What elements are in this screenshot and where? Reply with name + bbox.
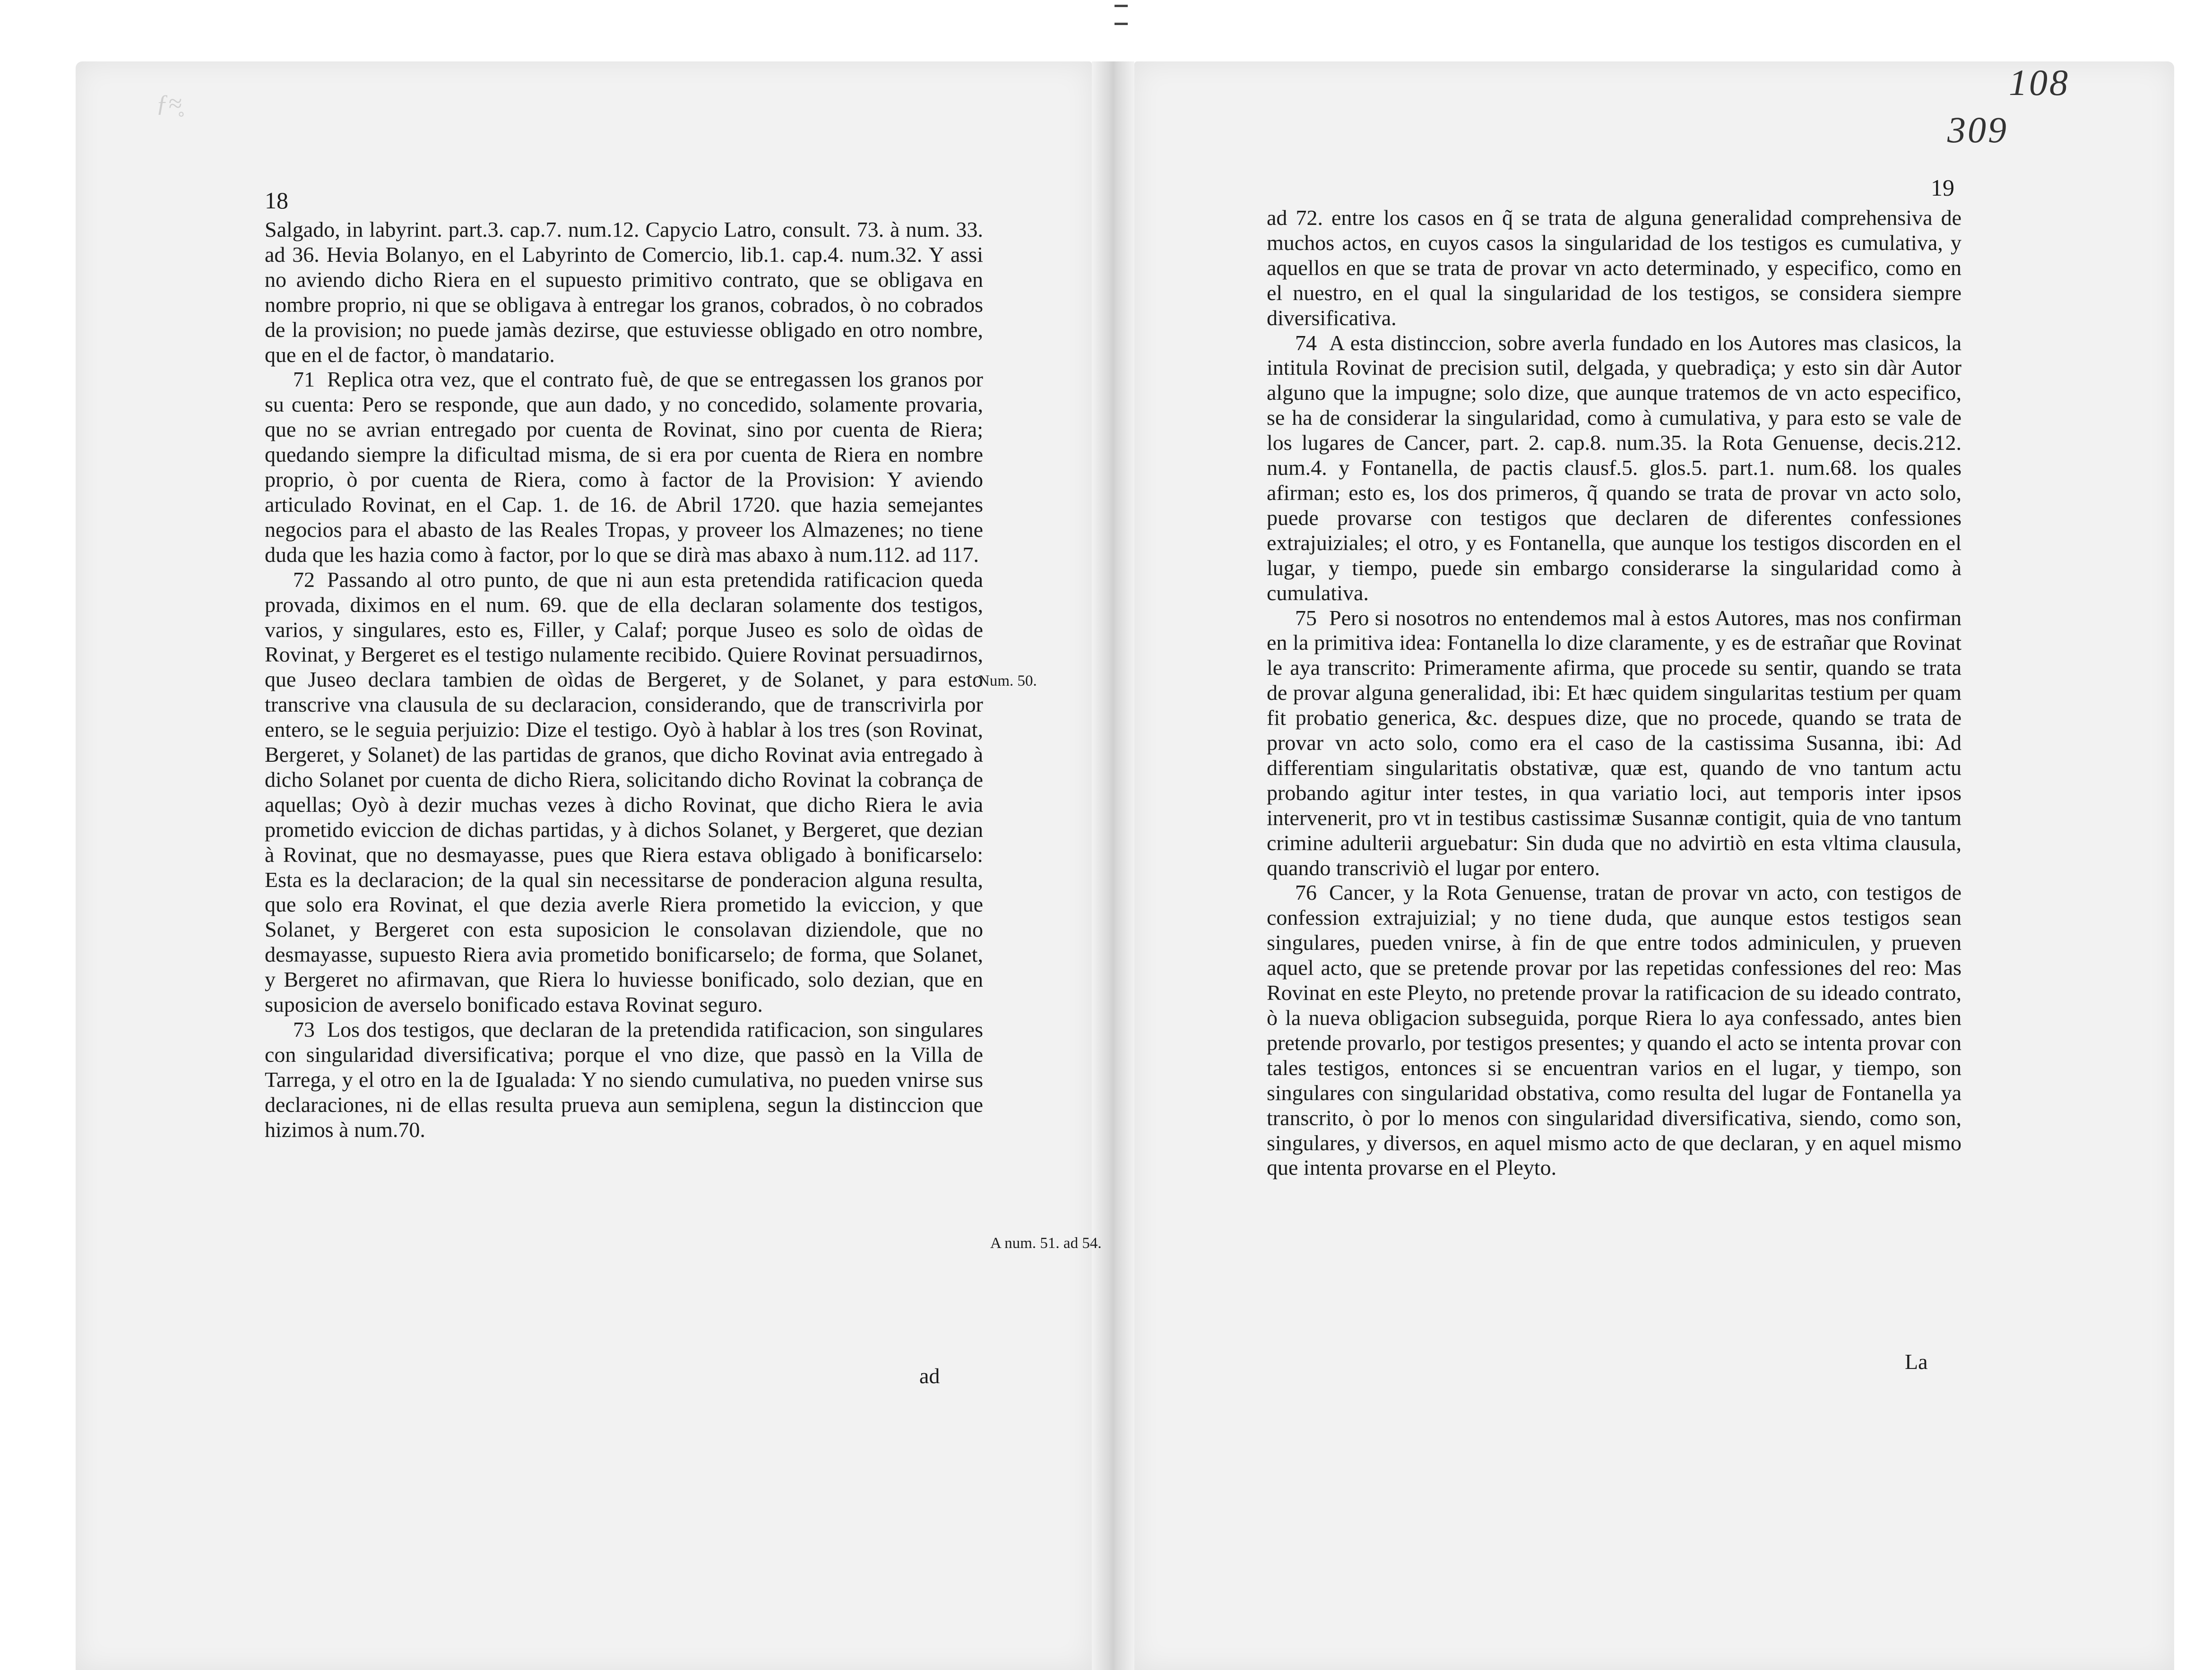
handwritten-folio-number: 108 <box>2009 62 2070 103</box>
paragraph <box>265 367 983 567</box>
margin-note: A num. 51. ad 54. <box>990 1235 1102 1252</box>
paragraph-text: ad 72. entre los casos en q̃ se trata de alguna generalidad comprehensiva de muchos actos, en cuyos casos la singularidad de los testigos es cumulativa, y aquellos en que se trata de provar vn acto determinado, y especifico, como en el nuestro, en el qual la singularidad de los testigos, se considera siempre diversificativa. <box>1267 206 1961 330</box>
left-page-text <box>265 217 983 1143</box>
margin-note: Num. 50. <box>978 672 1037 689</box>
bleed-through-mark: ƒ≈̥ <box>156 90 182 117</box>
paragraph-number: 72 <box>293 567 315 592</box>
paragraph <box>1267 206 1961 331</box>
paragraph-text: Replica otra vez, que el contrato fuè, de que se entregassen los granos por su cuenta: Pero se responde, que aun dado, y no concedido, solamente provaria, que no se avrian entregado por cuenta de Rovinat, sino por cuenta de Riera; quedando siempre la dificultad misma, de si era por cuenta de Riera en nombre proprio, ò por cuenta de Riera, como à factor de la Provision: Y aviendo articulado Rovinat, en el Cap. 1. de 16. de Abril 1720. que hazia semejantes negocios para el abasto de las Reales Tropas, y proveer los Almazenes; no tiene duda que les hazia como à factor, por lo que se dirà mas abaxo à num.112. ad 117. <box>265 367 983 567</box>
paragraph <box>265 568 983 1017</box>
paragraph-text: Pero si nosotros no entendemos mal à estos Autores, mas nos confirman en la primitiva idea: Fontanella lo dize claramente, y es de estrañar que Rovinat le aya transcrito: Primeramente afirma, que procede su sentir, quando se trata de provar alguna generalidad, ibi: Et hæc quidem singularitas testium per quam fit probatio generica, &c. despues dize, que no procede, quando se trata de provar vn acto solo, como era el caso de la castissima Susanna, ibi: Ad differentiam singularitatis obstativæ, quæ est, quando de vno tantum actu probando agitur inter testes, in qua variatio loci, aut temporis inter ipsos intervenerit, pro vt in testibus castissimæ Susannæ contigit, quia de vno tantum crimine adulterii arguebatur: Sin duda que no advirtiò en esta vltima clausula, quando transcriviò el lugar por entero. <box>1267 605 1961 880</box>
paragraph <box>265 1017 983 1143</box>
catchword: La <box>1905 1350 1928 1374</box>
paragraph <box>1267 880 1961 1180</box>
catchword: ad <box>919 1364 940 1388</box>
paragraph-number: 74 <box>1295 330 1317 355</box>
page-number-left: 18 <box>265 187 288 214</box>
paragraph <box>265 217 983 367</box>
paragraph-number: 71 <box>293 367 315 392</box>
paragraph <box>1267 606 1961 881</box>
paragraph-text: Cancer, y la Rota Genuense, tratan de provar vn acto, con testigos de confession extrajuizial; y no tiene duda, que aunque estos testigos sean singulares, pueden vnirse, à fin de que entre todos adminiculen, y prueven aquel acto, que se pretende provar por las repetidas confessiones del reo: Mas Rovinat en este Pleyto, no pretende provar la ratificacion de su ideado contrato, ò la nueva obligacion subseguida, porque Riera lo aya confessado, antes bien pretende provarlo, por testigos presentes; y quando el acto se intenta provar con tales testigos, entonces si se encuentran varios en el lugar, y tiempo, son singulares con singularidad obstativa, como resulta del lugar de Fontanella ya transcrito, ò por lo menos con singularidad diversificativa, siendo, como son, singulares, y diversos, en aquel mismo acto de que declaran, y en aquel mismo que intenta provarse en el Pleyto. <box>1267 880 1961 1180</box>
paragraph-text: A esta distinccion, sobre averla fundado en los Autores mas clasicos, la intitula Rovinat de precision sutil, delgada, y quebradiça; y esto sin dàr Autor alguno que la impugne; solo dize, que aunque tratemos de vn acto especifico, se ha de considerar la singularidad, como à cumulativa, y para esto se vale de los lugares de Cancer, part. 2. cap.8. num.35. la Rota Genuense, decis.212. num.4. y Fontanella, de pactis clausf.5. glos.5. part.1. num.68. los quales afirman; esto es, los dos primeros, q̃ quando se trata de provar vn acto solo, puede provarse con testigos que declaren de diferentes confessiones extrajuiziales; el otro, y es Fontanella, que aunque los testigos discorden en el lugar, y tiempo, puede sin embargo considerarse la singularidad como à cumulativa. <box>1267 330 1961 605</box>
paragraph-number: 76 <box>1295 880 1317 905</box>
paragraph-text: Salgado, in labyrint. part.3. cap.7. num.12. Capycio Latro, consult. 73. à num. 33. ad 36. Hevia Bolanyo, en el Labyrinto de Comercio, lib.1. cap.4. num.32. Y assi no aviendo dicho Riera en el supuesto primitivo contrato, que se obligava en nombre proprio, ni que se obligava à entregar los granos, cobrados, ò no cobrados de la provision; no puede jamàs dezirse, que estuviesse obligado en otro nombre, que en el de factor, ò mandatario. <box>265 217 983 367</box>
top-edge-mark <box>1115 5 1128 7</box>
page-number-right: 19 <box>1931 174 1954 201</box>
paragraph-number: 75 <box>1295 605 1317 630</box>
paragraph-text: Passando al otro punto, de que ni aun esta pretendida ratificacion queda provada, diximos en el num. 69. que de ella declaran solamente dos testigos, varios, y singulares, esto es, Filler, y Calaf; porque Juseo es solo de oìdas de Rovinat, y Bergeret es el testigo nulamente recibido. Quiere Rovinat persuadirnos, que Juseo declara tambien de oìdas de Bergeret, y de Solanet, y para esto transcrive vna clausula de su declaracion, considerando, que de transcrivirla por entero, se le seguia perjuizio: Dize el testigo. Oyò à hablar à los tres (son Rovinat, Bergeret, y Solanet) de las partidas de granos, que dicho Rovinat avia entregado à dicho Solanet por cuenta de dicho Riera, solicitando dicho Rovinat la cobrança de aquellas; Oyò à dezir muchas vezes à dicho Rovinat, que dicho Riera le avia prometido eviccion de dichas partidas, y à dichos Solanet, y Bergeret, que dezian à Rovinat, que no desmayasse, pues que Riera estava obligado à bonificarselo: Esta es la declaracion; de la qual sin necessitarse de ponderacion alguna resulta, que solo era Rovinat, el que dezia averle Riera prometido la eviccion, y que Solanet, y Bergeret con esta suposicion le consolavan diziendole, que no desmayasse, supuesto Riera avia prometido bonificarselo; de forma, que Solanet, y Bergeret no afirmavan, que Riera lo huviesse bonificado, solo dezian, que en suposicion de averselo bonificado estava Rovinat seguro. <box>265 567 983 1017</box>
paragraph-number: 73 <box>293 1017 315 1042</box>
handwritten-folio-number: 309 <box>1947 109 2008 150</box>
right-page-text <box>1267 206 1961 1180</box>
paragraph-text: Los dos testigos, que declaran de la pretendida ratificacion, son singulares con singularidad diversificativa; porque el vno dize, que passò en la Villa de Tarrega, y el otro en la de Igualada: Y no siendo cumulativa, no pueden vnirse sus declaraciones, ni de ellas resulta prueva aun semiplena, segun la distinccion que hizimos à num.70. <box>265 1017 983 1142</box>
paragraph <box>1267 331 1961 606</box>
book-gutter <box>1092 61 1134 1670</box>
top-edge-mark <box>1115 23 1128 25</box>
